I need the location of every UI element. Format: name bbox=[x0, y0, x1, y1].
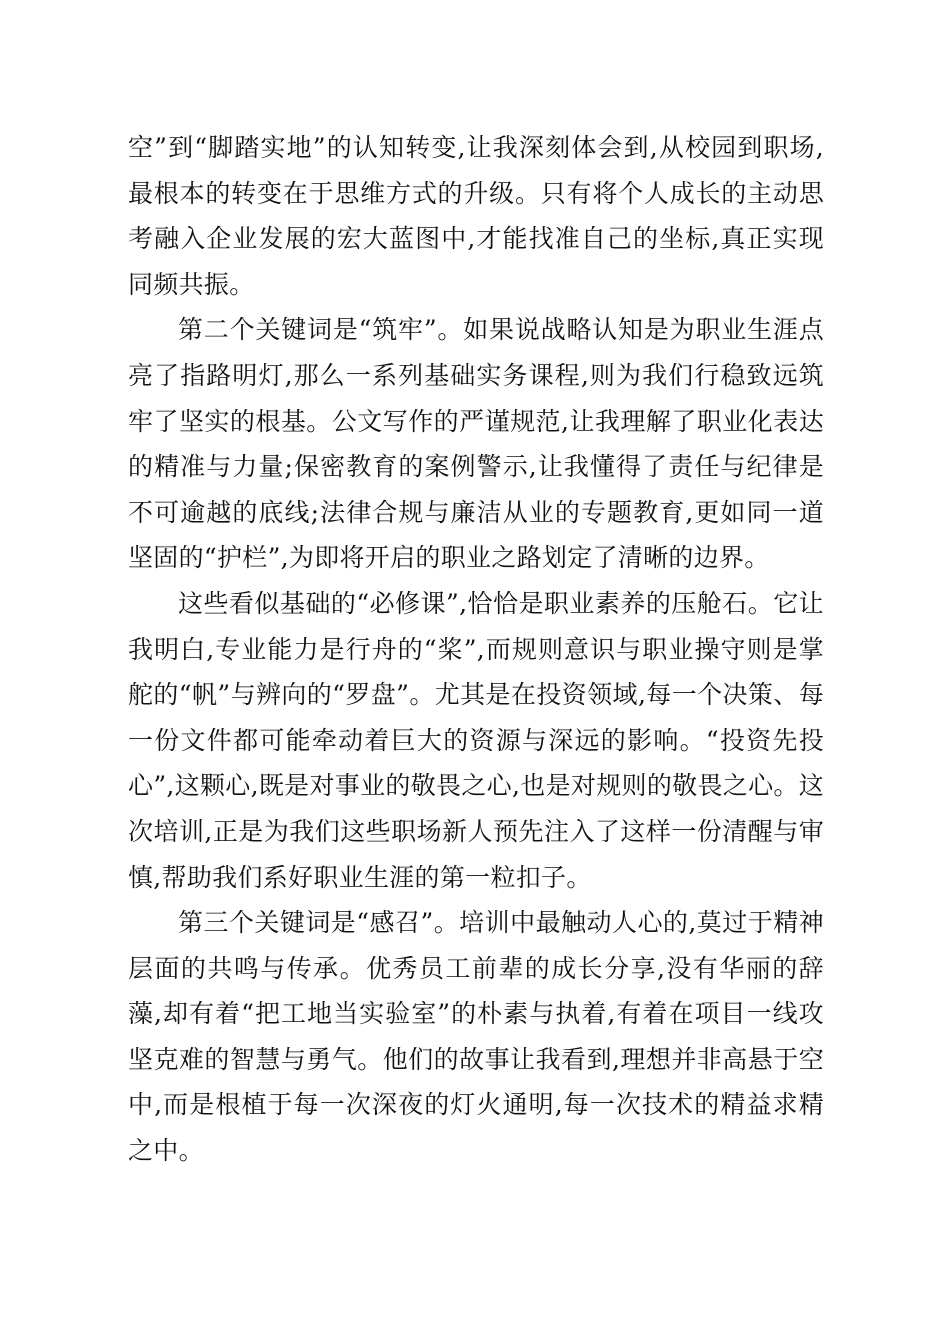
paragraph-continued: 空”到“脚踏实地”的认知转变,让我深刻体会到,从校园到职场,最根本的转变在于思维方式的升级。只有将个人成长的主动思考融入企业发展的宏大蓝图中,才能找准自己的坐标,真正实现同频共振。 bbox=[128, 133, 824, 299]
document-body bbox=[128, 125, 824, 1174]
paragraph-keyword-ganzhao: 第三个关键词是“感召”。培训中最触动人心的,莫过于精神层面的共鸣与传承。优秀员工前辈的成长分享,没有华丽的辞藻,却有着“把工地当实验室”的朴素与执着,有着在项目一线攻坚克难的智慧与勇气。他们的故事让我看到,理想并非高悬于空中,而是根植于每一次深夜的灯火通明,每一次技术的精益求精之中。 bbox=[128, 908, 824, 1166]
paragraph-keyword-zhulao: 第二个关键词是“筑牢”。如果说战略认知是为职业生涯点亮了指路明灯,那么一系列基础实务课程,则为我们行稳致远筑牢了坚实的根基。公文写作的严谨规范,让我理解了职业化表达的精准与力量;保密教育的案例警示,让我懂得了责任与纪律是不可逾越的底线;法律合规与廉洁从业的专题教育,更如同一道坚固的“护栏”,为即将开启的职业之路划定了清晰的边界。 bbox=[128, 315, 824, 573]
paragraph-required-courses: 这些看似基础的“必修课”,恰恰是职业素养的压舱石。它让我明白,专业能力是行舟的“桨”,而规则意识与职业操守则是掌舵的“帆”与辨向的“罗盘”。尤其是在投资领域,每一个决策、每一份文件都可能牵动着巨大的资源与深远的影响。“投资先投心”,这颗心,既是对事业的敬畏之心,也是对规则的敬畏之心。这次培训,正是为我们这些职场新人预先注入了这样一份清醒与审慎,帮助我们系好职业生涯的第一粒扣子。 bbox=[128, 588, 824, 892]
